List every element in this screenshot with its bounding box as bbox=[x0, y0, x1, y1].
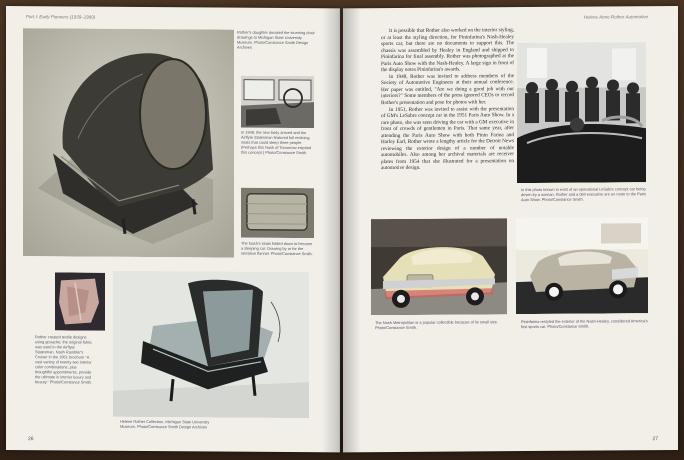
nash-healey-photo bbox=[516, 217, 648, 314]
caption-airflyte-seats: In 1949, the new body arrived and the Airflyte Statesman featured full reclining seats that could sleep three people. (Perhaps this Nash of Tomorrow inspired this concept.) Photo/Constance Smith. bbox=[241, 129, 312, 156]
page-number-left: 26 bbox=[28, 436, 34, 443]
nash-metropolitan-photo bbox=[371, 218, 507, 315]
caption-chair-drawings: Rother's daughter donated the stunning chair drawings to Michigan State University Museum. Photo/Constance Smith Design Archives bbox=[237, 29, 315, 50]
caption-sleeping-car: The Nash's seats folded down to become a sleeping car. Drawing by or for the sensitive flannel. Photo/Constance Smith. bbox=[241, 240, 313, 257]
textile-swatch-photo bbox=[55, 272, 105, 330]
chair-sketch-photo bbox=[23, 28, 234, 257]
right-page bbox=[343, 6, 678, 452]
caption-collection-credit: Helene Rother Collection, Michigan State University Museum. Photo/Constance Smith Design Archives bbox=[120, 418, 210, 430]
article-body bbox=[381, 27, 514, 223]
caption-nash-healey: Pininfarina restyled the exterior of the Nash-Healey, considered America's first sports car. Photo/Constance Smith. bbox=[521, 318, 648, 330]
nash-seat-photo bbox=[241, 188, 314, 239]
caption-textile-designs: Rother created textile designs using gouache; the original fabric was used in the Airflyte Statesman. Nash Rambler's Cruiser in the 1951 brochure "A vast variety of twenty-two interior color combinations, plus thoughtful appointments, provide the ultimate in interior luxury and beauty." Photo/Constance Smith. bbox=[35, 334, 93, 385]
page-number-right: 27 bbox=[652, 436, 658, 443]
chair-color-sketch-photo bbox=[113, 271, 309, 418]
running-header-right: Helene Anne Rother Automotive bbox=[583, 14, 648, 20]
paragraph-2: In 1948, Rother was invited to address members of the Society of Automotive Engineers at their annual conference. Her paper was entitled, "Are we doing a good job with our interiors?" Some members of the press ignored CEOs to record Rother's presentation and pose for photos with her. bbox=[381, 72, 514, 107]
caption-metropolitan: The Nash Metropolitan is a popular collectible because of its small size. Photo/Constance Smith. bbox=[375, 319, 499, 331]
paragraph-1: It is possible that Rother also worked on the interior styling, or at least the styling direction, for Pininfarina's Nash-Healey sports car, but there are no documents to support this. The chassis was assembled by Healey in England and shipped to Pininfarina for final assembly. Rother was photographed at the Paris Auto Show with the Nash-Healey. A large sign in front of the display notes Pininfarina's awards. bbox=[381, 27, 514, 74]
left-page bbox=[6, 6, 340, 452]
running-header-left: Part I: Early Pioneers (1939–1960) bbox=[26, 14, 96, 20]
lesabre-photo bbox=[517, 42, 646, 183]
caption-lesabre: In this photo known to exist of an operational LeSabre concept car being driven by a woman, Rother and a GM executive are en route to the Paris Auto Show. Photo/Constance Smith. bbox=[521, 186, 646, 203]
paragraph-3: In 1951, Rother was invited to assist with the presentation of GM's LeSabre concept car in the 1951 Paris Auto Show. In a rare photo, she was seen driving the car with a GM executive in front of crowds of gentlemen in Paris. That same year, after attending the Paris Auto Show with both Pinin Farina and Harley Earl, Rother wrote a lengthy article for the Detroit News reviewing the exterior design of a number of notable automobiles. Also among her archival materials are receiver plates from 1954 that she illustrated for a presentation on automotive design. bbox=[381, 105, 514, 172]
nash-interior-photo bbox=[241, 76, 314, 129]
